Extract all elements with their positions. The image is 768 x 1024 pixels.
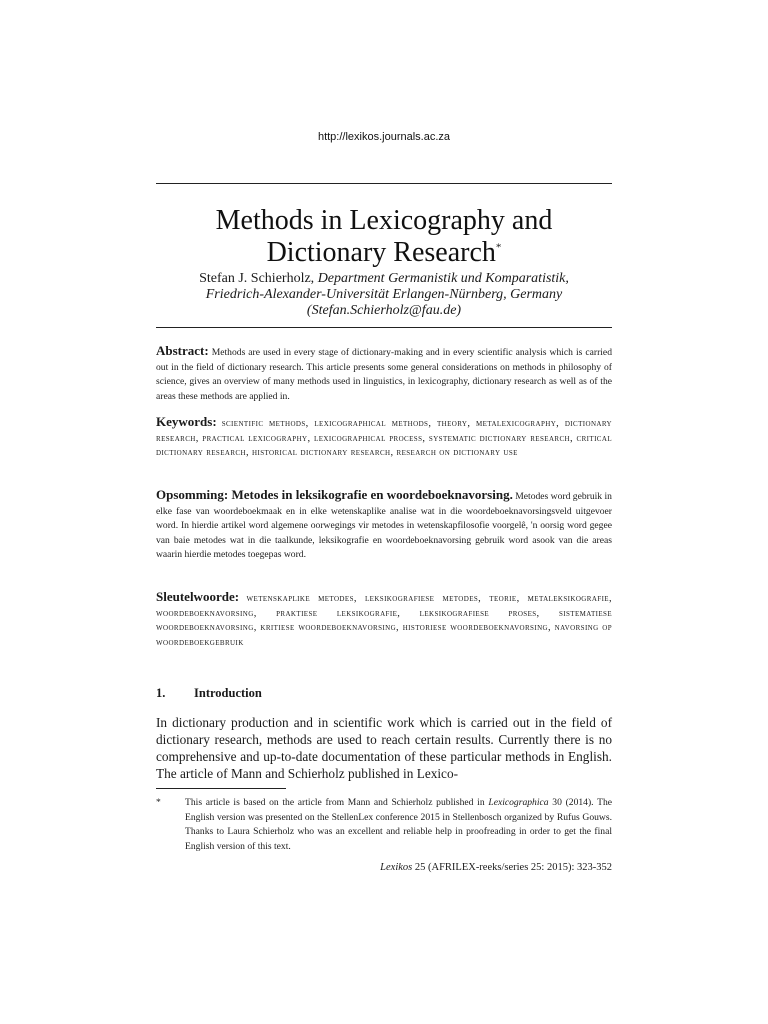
title-footnote-marker[interactable]: *: [495, 241, 502, 254]
citation-details: 25 (AFRILEX-reeks/series 25: 2015): 323-352: [412, 862, 612, 873]
footnote-rule: [156, 788, 286, 789]
abstract-label: Abstract:: [156, 343, 209, 358]
keywords-text: scientific methods, lexicographical methods, theory, metalexicography, dictionary research, practical lexicography, lexicographical process, systematic dictionary research, critical dictionary research, historical dictionary research, research on dictionary use: [156, 418, 612, 459]
intro-paragraph: In dictionary production and in scientific work which is carried out in the field of dictionary research, methods are used to reach certain results. Currently there is no comprehensive and up-to-date documentation of these particular methods in English. The article of Mann and Schierholz published in Lexico-: [156, 715, 612, 781]
author-line-1: [156, 271, 612, 287]
title-line-2-text: Dictionary Research: [266, 237, 496, 268]
opsomming-text: Metodes word gebruik in elke fase van woordeboekmaak en in elke wetenskaplike analise wat in die woordeboeknavorsingsveld uitgevoer word. In hierdie artikel word algemene oorwegings vir metodes in wetenskapfilosofie voorgelê, 'n oorsig word gegee van baie metodes wat in die taalkunde, leksikografie en woordeboeknavorsing gebruik word asook van die areas waarin hierdie metodes toegepas word.: [156, 491, 612, 561]
author-affiliation-1: Department Germanistik und Komparatistik,: [317, 271, 569, 286]
article-title: [156, 205, 612, 269]
author-name: Stefan J. Schierholz,: [199, 271, 315, 286]
section-title: Introduction: [194, 686, 262, 700]
author-email[interactable]: (Stefan.Schierholz@fau.de): [306, 303, 462, 318]
abstract-block: [156, 344, 612, 404]
sleutelwoorde-block: [156, 590, 612, 650]
sleutelwoorde-label: Sleutelwoorde:: [156, 589, 240, 604]
abstract-text: Methods are used in every stage of dictionary-making and in every scientific analysis which is carried out in the field of dictionary research. This article presents some general considerations on methods in philosophy of science, gives an overview of many methods used in linguistics, in lexicography, dictionary research as well as of the areas these methods are applied in.: [156, 347, 612, 402]
header-bottom-rule: [156, 327, 612, 328]
footnote-text-after: 30 (2014). The English version was presented on the StellenLex conference 2015 in Stellenbosch organized by Rufus Gouws. Thanks to Laura Schierholz who was an excellent and reliable help in proofreading in order to get the final English version of this text.: [185, 797, 612, 852]
title-line-1: Methods in Lexicography and: [215, 205, 553, 236]
author-line-2: [156, 287, 612, 303]
footnote-text: [185, 796, 612, 854]
section-number: 1.: [156, 686, 166, 700]
author-line-3: [156, 303, 612, 319]
title-line-2: [156, 237, 612, 269]
opsomming-block: [156, 488, 612, 563]
opsomming-label: Opsomming: Metodes in leksikografie en woordeboeknavorsing.: [156, 487, 513, 502]
keywords-label: Keywords:: [156, 414, 217, 429]
keywords-block: [156, 415, 612, 461]
journal-citation: [156, 862, 612, 873]
section-heading: [156, 686, 612, 701]
top-rule: [156, 183, 612, 184]
journal-url[interactable]: http://lexikos.journals.ac.za: [317, 131, 451, 143]
author-block: [156, 271, 612, 319]
footnote-marker: *: [156, 797, 161, 808]
footnote-journal: Lexicographica: [488, 797, 549, 808]
author-affiliation-2: Friedrich-Alexander-Universität Erlangen-Nürnberg, Germany: [205, 287, 563, 302]
sleutelwoorde-text: wetenskaplike metodes, leksikografiese metodes, teorie, metaleksikografie, woordeboeknavorsing, praktiese leksikografie, leksikografiese proses, sistematiese woordeboeknavorsing, kritiese woordeboeknavorsing, historiese woordeboeknavorsing, navorsing op woordeboekgebruik: [156, 593, 612, 648]
footnote: [156, 796, 612, 854]
citation-journal: Lexikos: [380, 862, 413, 873]
footnote-text-before: This article is based on the article from Mann and Schierholz published in: [185, 797, 489, 808]
